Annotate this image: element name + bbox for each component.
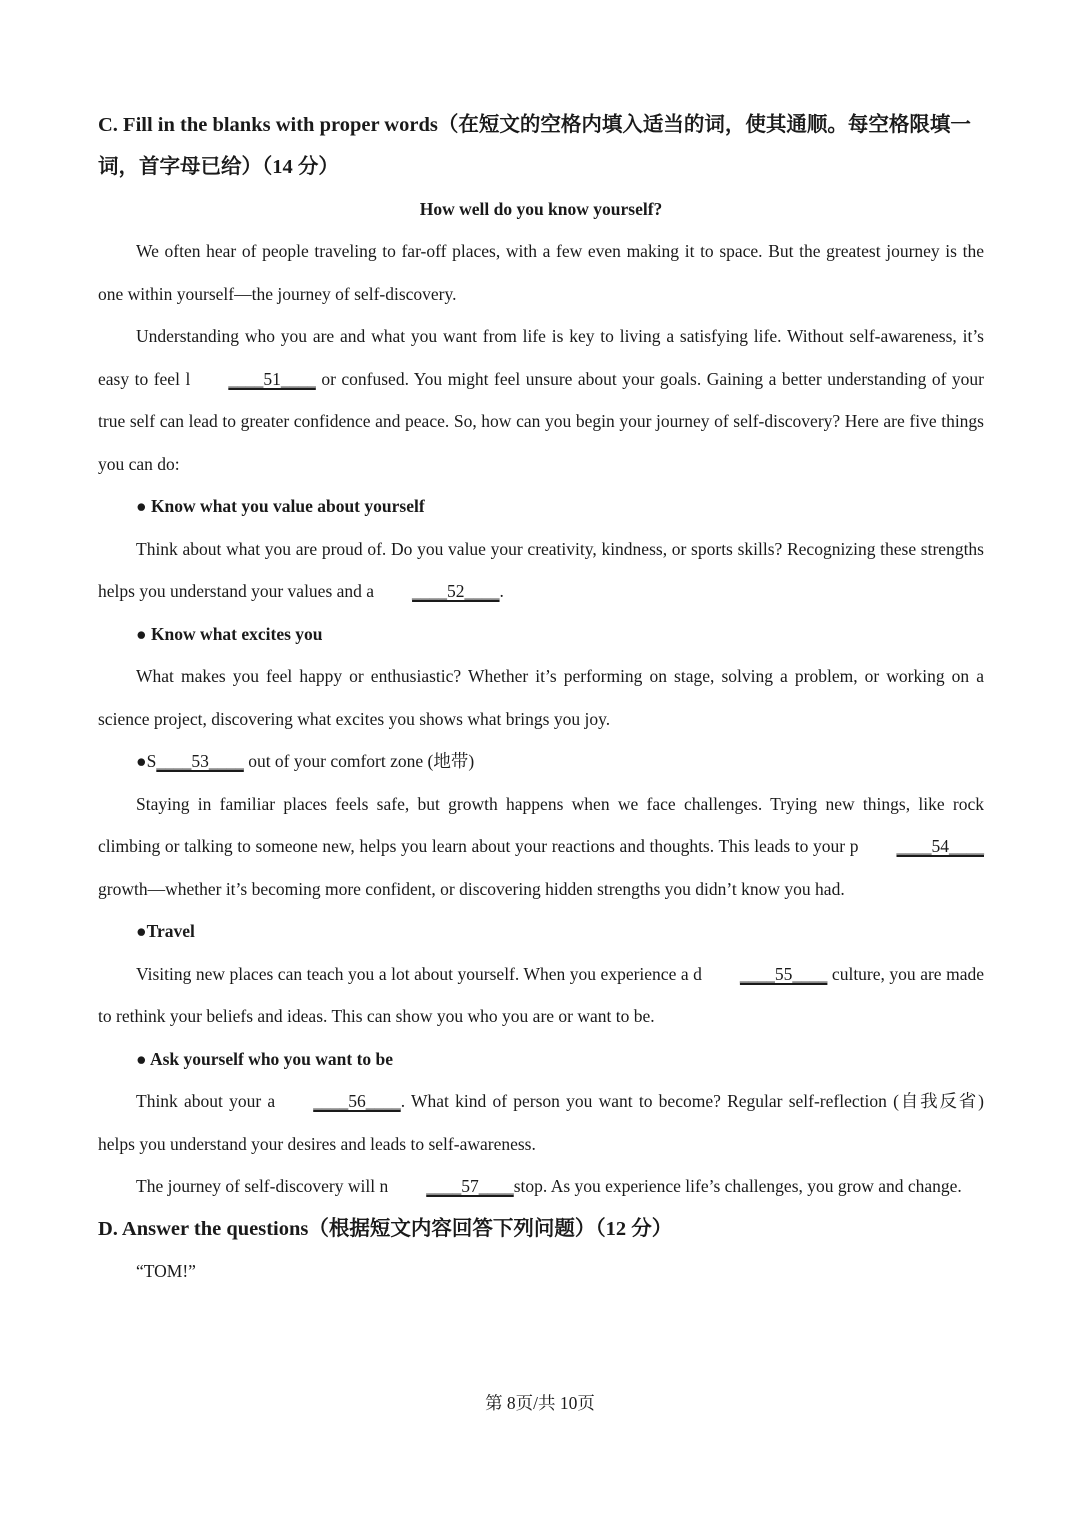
paragraph-3 xyxy=(98,528,984,613)
paragraph-5 xyxy=(98,783,984,911)
paragraph-4: What makes you feel happy or enthusiastic? Whether it’s performing on stage, solving a problem, or working on a science project, discovering what excites you shows what brings you joy. xyxy=(98,666,984,729)
text-segment: out of your comfort zone (地带) xyxy=(243,751,475,771)
page-indicator: 第 8页/共 10页 xyxy=(485,1393,595,1413)
subheading-ask-yourself xyxy=(98,1038,984,1081)
subheading-text: ● Know what excites you xyxy=(136,623,323,644)
text-segment: Understanding who you are and what you want from life is key to living a satisfying life. Without self-awareness, it’s easy to feel l xyxy=(98,326,984,389)
subheading-text: ●Travel xyxy=(136,921,195,941)
text-segment: Visiting new places can teach you a lot about yourself. When you experience a d xyxy=(136,963,702,984)
blank-53[interactable]: ____53____ xyxy=(156,751,244,771)
paragraph-7 xyxy=(98,1080,984,1165)
subheading-value xyxy=(98,485,984,528)
paragraph-2 xyxy=(98,315,984,485)
blank-54[interactable]: ____54____ xyxy=(896,836,984,856)
blank-57[interactable]: ____57____ xyxy=(426,1176,514,1196)
blank-55[interactable]: ____55____ xyxy=(739,963,828,984)
text-segment: stop. As you experience life’s challenges, you grow and change. xyxy=(513,1176,962,1196)
paragraph-6 xyxy=(98,953,984,1038)
paragraph-8 xyxy=(98,1165,984,1208)
text-segment: Think about your a xyxy=(136,1091,276,1111)
exam-page xyxy=(98,104,984,1292)
section-d-first-line: “TOM!” xyxy=(136,1260,196,1281)
section-d-heading: D. Answer the questions（根据短文内容回答下列问题）（12 分） xyxy=(98,1217,673,1240)
blank-51[interactable]: ____51____ xyxy=(228,368,316,389)
section-c-heading: C. Fill in the blanks with proper words（在短文的空格内填入适当的词，使其通顺。每空格限填一词，首字母已给）（14 分） xyxy=(98,114,971,178)
subheading-comfort-zone xyxy=(98,740,984,783)
text-segment: . xyxy=(499,581,504,601)
text-segment: ●S xyxy=(136,751,157,771)
subheading-text: ● Ask yourself who you want to be xyxy=(136,1048,394,1069)
blank-52[interactable]: ____52____ xyxy=(412,581,500,601)
text-segment: Think about what you are proud of. Do you value your creativity, kindness, or sports skills? Recognizing these strengths helps you understand your values and a xyxy=(98,538,984,601)
text-segment: culture, you are made to rethink your beliefs and ideas. This can show you who you are or want to be. xyxy=(98,963,984,1026)
subheading-excites xyxy=(98,613,984,656)
text-segment: growth—whether it’s becoming more confident, or discovering hidden strengths you didn’t know you had. xyxy=(98,878,845,899)
text-segment: The journey of self-discovery will n xyxy=(136,1176,389,1196)
text-segment: . What kind of person you want to become? Regular self-reflection (自我反省) helps you understand your desires and leads to self-awareness. xyxy=(98,1091,984,1154)
paragraph-1: We often hear of people traveling to far-off places, with a few even making it to space. But the greatest journey is the one within yourself—the journey of self-discovery. xyxy=(98,241,984,304)
text-segment: Staying in familiar places feels safe, but growth happens when we face challenges. Trying new things, like rock climbing or talking to someone new, helps you learn about your reactions and thoughts. This leads to your p xyxy=(98,793,984,856)
subheading-text: ● Know what you value about yourself xyxy=(136,496,425,516)
subheading-travel xyxy=(98,910,984,953)
article-title: How well do you know yourself? xyxy=(419,199,663,219)
text-segment: or confused. You might feel unsure about your goals. Gaining a better understanding of your true self can lead to greater confidence and peace. So, how can you begin your journey of self-discovery? Here are five things you can do: xyxy=(98,368,984,474)
blank-56[interactable]: ____56____ xyxy=(313,1091,401,1111)
